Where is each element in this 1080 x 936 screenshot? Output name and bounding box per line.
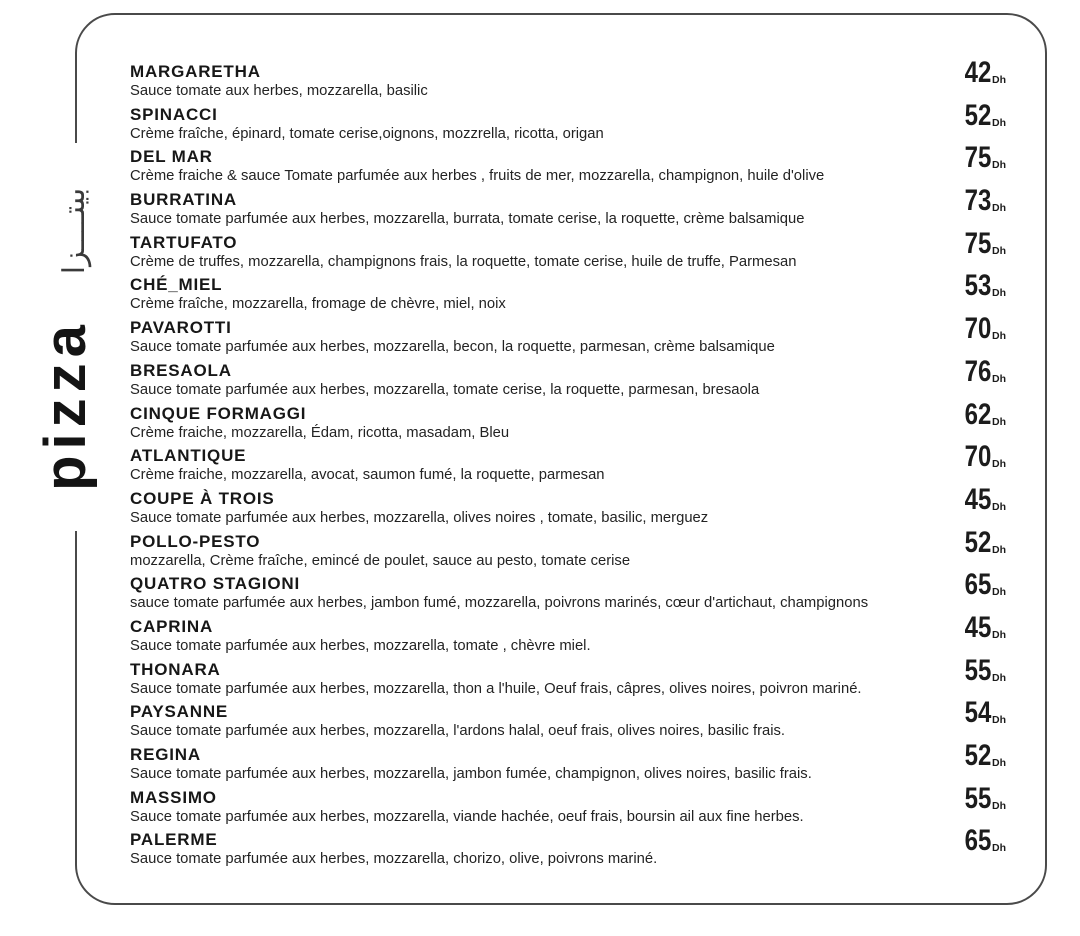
item-name: ATLANTIQUE [130, 446, 247, 466]
item-name: MASSIMO [130, 787, 217, 807]
price-currency: Dh [992, 372, 1006, 385]
item-description: Sauce tomate parfumée aux herbes, mozzarella, tomate , chèvre miel. [130, 637, 591, 654]
item-name: MARGARETHA [130, 62, 261, 81]
price-value: 53 [964, 269, 991, 303]
item-description: Crème de truffes, mozzarella, champignons frais, la roquette, tomate cerise, huile de truffe, Parmesan [130, 253, 797, 270]
price-currency: Dh [992, 500, 1006, 513]
item-text-block [130, 360, 916, 400]
item-description: Sauce tomate aux herbes, mozzarella, basilic [130, 83, 428, 99]
item-text-block [130, 61, 916, 101]
menu-item-row [130, 98, 1006, 147]
item-text-block [130, 403, 916, 443]
price-value: 45 [964, 482, 991, 516]
price-value: 52 [964, 98, 991, 132]
item-price [916, 355, 1006, 389]
price-value: 73 [964, 184, 991, 218]
price-value: 54 [964, 696, 991, 730]
price-currency: Dh [992, 586, 1006, 599]
price-value: 65 [964, 568, 991, 602]
price-currency: Dh [992, 799, 1006, 812]
logo-arabic-pizza: بيتــــزا [58, 187, 91, 275]
item-description: Crème fraîche, mozzarella, fromage de chèvre, miel, noix [130, 296, 506, 313]
menu-item-row [130, 312, 1006, 360]
item-text-block [130, 616, 916, 656]
price-currency: Dh [992, 628, 1006, 641]
menu-item-row [130, 739, 1006, 787]
price-currency: Dh [992, 330, 1006, 343]
item-description: Sauce tomate parfumée aux herbes, mozzarella, viande hachée, oeuf frais, boursin ail aux fine herbes. [130, 808, 804, 825]
item-text-block [130, 787, 916, 827]
item-name: CINQUE FORMAGGI [130, 403, 307, 423]
item-price [916, 611, 1006, 645]
item-price [916, 184, 1006, 218]
price-currency: Dh [992, 543, 1006, 556]
item-text-block [130, 189, 916, 229]
menu-list [130, 56, 1006, 872]
price-value: 55 [964, 653, 991, 687]
price-value: 75 [964, 141, 991, 175]
item-name: REGINA [130, 745, 201, 764]
menu-item-row [130, 781, 1006, 830]
menu-item-row [130, 568, 1006, 616]
item-text-block [130, 659, 916, 699]
item-price [916, 99, 1006, 133]
item-price [916, 56, 1006, 90]
item-description: mozzarella, Crème fraîche, emincé de poulet, sauce au pesto, tomate cerise [130, 552, 631, 569]
item-price [916, 269, 1006, 303]
menu-item-row [130, 440, 1006, 488]
price-value: 45 [964, 610, 991, 644]
item-name: PALERME [130, 830, 218, 850]
price-value: 62 [964, 397, 991, 431]
item-price [916, 141, 1006, 175]
price-currency: Dh [992, 671, 1006, 684]
price-value: 65 [964, 824, 991, 858]
price-currency: Dh [992, 202, 1006, 215]
item-text-block [130, 701, 916, 741]
price-currency: Dh [992, 244, 1006, 257]
price-value: 70 [964, 312, 991, 346]
item-description: Crème fraiche, mozzarella, Édam, ricotta, masadam, Bleu [130, 424, 510, 441]
item-price [916, 824, 1006, 858]
price-value: 76 [964, 354, 991, 388]
item-text-block [130, 317, 916, 357]
item-name: BURRATINA [130, 190, 237, 210]
item-name: SPINACCI [130, 104, 218, 124]
menu-item-row [130, 269, 1006, 317]
item-text-block [130, 232, 916, 272]
item-description: Crème fraîche, épinard, tomate cerise,oignons, mozzrella, ricotta, origan [130, 125, 604, 142]
item-price [916, 526, 1006, 560]
menu-item-row [130, 696, 1006, 744]
item-name: BRESAOLA [130, 360, 232, 380]
item-name: POLLO-PESTO [130, 531, 261, 551]
item-text-block [130, 531, 916, 571]
item-text-block [130, 104, 916, 144]
price-currency: Dh [992, 415, 1006, 428]
item-description: Sauce tomate parfumée aux herbes, mozzarella, olives noires , tomate, basilic, merguez [130, 509, 709, 526]
menu-item-row [130, 141, 1006, 189]
item-price [916, 782, 1006, 816]
price-value: 52 [964, 525, 991, 559]
item-name: PAVAROTTI [130, 318, 232, 338]
price-currency: Dh [992, 757, 1006, 769]
price-currency: Dh [992, 458, 1006, 471]
item-text-block [130, 445, 916, 485]
menu-item-row [130, 824, 1006, 872]
item-price [916, 483, 1006, 517]
item-description: Crème fraiche, mozzarella, avocat, saumon fumé, la roquette, parmesan [130, 467, 605, 484]
item-description: Sauce tomate parfumée aux herbes, mozzarella, burrata, tomate cerise, la roquette, crème balsamique [130, 211, 805, 228]
item-text-block [130, 829, 916, 869]
item-price [916, 696, 1006, 730]
item-name: CAPRINA [130, 616, 214, 636]
item-name: COUPE À TROIS [130, 488, 275, 508]
menu-item-row [130, 610, 1006, 659]
menu-item-row [130, 184, 1006, 232]
price-value: 75 [964, 226, 991, 260]
price-currency: Dh [992, 714, 1006, 727]
item-description: Sauce tomate parfumée aux herbes, mozzarella, jambon fumée, champignon, olives noires, basilic frais. [130, 766, 812, 782]
item-description: Sauce tomate parfumée aux herbes, mozzarella, l'ardons halal, oeuf frais, olives noires, basilic frais. [130, 723, 786, 740]
price-currency: Dh [992, 842, 1006, 855]
price-value: 70 [964, 440, 991, 474]
item-price [916, 654, 1006, 688]
menu-item-row [130, 56, 1006, 104]
menu-item-row [130, 525, 1006, 574]
item-text-block [130, 488, 916, 528]
item-name: THONARA [130, 659, 221, 679]
price-currency: Dh [992, 74, 1006, 86]
item-text-block [130, 274, 916, 314]
item-description: sauce tomate parfumée aux herbes, jambon fumé, mozzarella, poivrons marinés, cœur d'artichaut, champignons [130, 595, 869, 612]
price-currency: Dh [992, 287, 1006, 300]
item-price [916, 440, 1006, 474]
item-name: QUATRO STAGIONI [130, 574, 301, 594]
item-description: Sauce tomate parfumée aux herbes, mozzarella, thon a l'huile, Oeuf frais, câpres, olives noires, poivron mariné. [130, 680, 862, 697]
item-description: Sauce tomate parfumée aux herbes, mozzarella, becon, la roquette, parmesan, crème balsamique [130, 339, 775, 356]
price-currency: Dh [992, 159, 1006, 172]
menu-item-row [130, 482, 1006, 531]
item-price [916, 568, 1006, 602]
price-value: 42 [964, 56, 991, 89]
item-price [916, 227, 1006, 261]
item-name: CHÉ_MIEL [130, 275, 223, 295]
item-text-block [130, 744, 916, 784]
item-price [916, 739, 1006, 773]
item-description: Sauce tomate parfumée aux herbes, mozzarella, tomate cerise, la roquette, parmesan, bresaola [130, 381, 760, 398]
price-value: 55 [964, 781, 991, 815]
menu-item-row [130, 354, 1006, 403]
menu-item-row [130, 397, 1006, 446]
item-price [916, 312, 1006, 346]
item-price [916, 398, 1006, 432]
menu-item-row [130, 226, 1006, 275]
price-currency: Dh [992, 116, 1006, 129]
item-name: PAYSANNE [130, 702, 229, 722]
item-name: DEL MAR [130, 147, 213, 167]
item-description: Crème fraiche & sauce Tomate parfumée aux herbes , fruits de mer, mozzarella, champignon, huile d'olive [130, 168, 825, 185]
menu-item-row [130, 653, 1006, 702]
price-value: 52 [964, 739, 991, 772]
item-description: Sauce tomate parfumée aux herbes, mozzarella, chorizo, olive, poivrons mariné. [130, 851, 658, 868]
item-text-block [130, 573, 916, 613]
logo-pizza: pizza [33, 319, 98, 491]
item-name: TARTUFATO [130, 232, 238, 252]
item-text-block [130, 146, 916, 186]
